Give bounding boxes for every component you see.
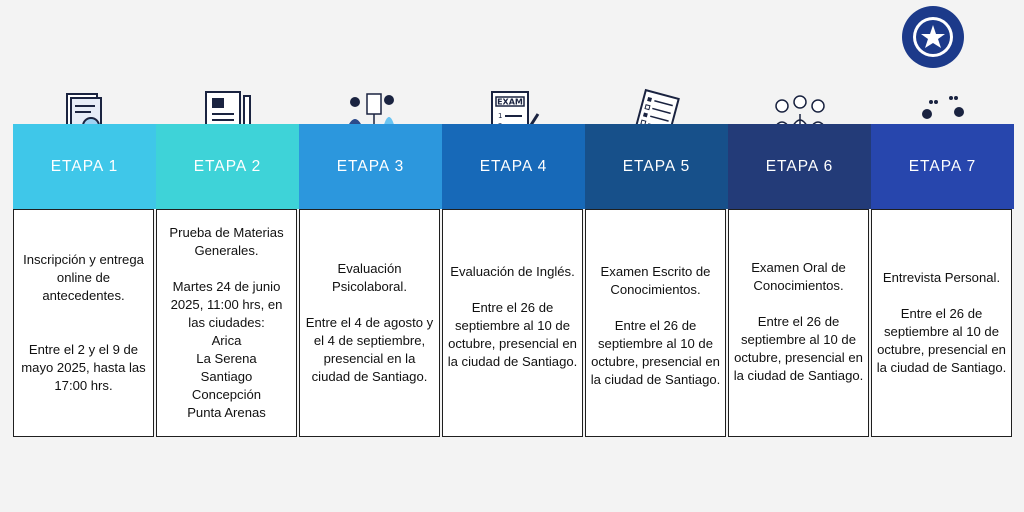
desc-line: octubre, presencial en xyxy=(448,336,577,351)
stage-3 xyxy=(299,0,442,512)
desc-line: Concepción xyxy=(191,387,262,402)
stage-header xyxy=(156,124,299,209)
desc-line: Entre el 26 de xyxy=(757,314,840,329)
desc-line: la ciudad de Santiago. xyxy=(733,368,864,383)
desc-line: septiembre al 10 de xyxy=(740,332,856,347)
stage-1 xyxy=(13,0,156,512)
desc-line: septiembre al 10 de xyxy=(597,336,713,351)
stage-title: ETAPA 4 xyxy=(479,157,548,175)
desc-line: La Serena xyxy=(196,351,257,366)
desc-line: Entre el 26 de xyxy=(900,306,983,321)
desc-line: octubre, presencial en xyxy=(734,350,863,365)
stage-description xyxy=(156,209,297,437)
desc-line: Conocimientos. xyxy=(610,282,701,297)
desc-line: septiembre al 10 de xyxy=(883,324,999,339)
desc-line: la ciudad de Santiago. xyxy=(876,360,1007,375)
stage-description xyxy=(13,209,154,437)
stage-header xyxy=(728,124,871,209)
svg-text:1: 1 xyxy=(497,112,502,120)
stage-header xyxy=(871,124,1014,209)
stage-4 xyxy=(442,0,585,512)
desc-line: 17:00 hrs. xyxy=(54,378,113,393)
desc-line: presencial en la xyxy=(323,351,416,366)
stage-title: ETAPA 2 xyxy=(193,157,262,175)
desc-line: Examen Oral de xyxy=(751,260,846,275)
desc-line: antecedentes. xyxy=(42,288,125,303)
stage-header xyxy=(299,124,442,209)
desc-line: Entre el 2 y el 9 de xyxy=(28,342,139,357)
stage-5 xyxy=(585,0,728,512)
desc-line: Evaluación de Inglés. xyxy=(450,264,575,279)
stage-description xyxy=(585,209,726,437)
desc-line: Inscripción y entrega xyxy=(23,252,144,267)
desc-line: las ciudades: xyxy=(188,315,265,330)
desc-line: mayo 2025, hasta las xyxy=(21,360,146,375)
stage-title: ETAPA 6 xyxy=(765,157,834,175)
desc-line: el 4 de septiembre, xyxy=(313,333,426,348)
desc-line: Santiago xyxy=(200,369,253,384)
desc-line: Martes 24 de junio xyxy=(172,279,281,294)
stage-title: ETAPA 7 xyxy=(908,157,977,175)
desc-line: Entre el 4 de agosto y xyxy=(305,315,434,330)
stage-2 xyxy=(156,0,299,512)
desc-line: Evaluación xyxy=(337,261,402,276)
svg-text:EXAM: EXAM xyxy=(496,97,523,107)
stage-description xyxy=(442,209,583,437)
desc-line: octubre, presencial en xyxy=(877,342,1006,357)
stage-header xyxy=(585,124,728,209)
desc-line: Psicolaboral. xyxy=(332,279,407,294)
desc-line: 2025, 11:00 hrs, en xyxy=(170,297,283,312)
stage-title: ETAPA 1 xyxy=(50,157,119,175)
desc-line: Entre el 26 de xyxy=(614,318,697,333)
desc-line: Conocimientos. xyxy=(753,278,844,293)
desc-line: Arica xyxy=(211,333,242,348)
stage-header xyxy=(442,124,585,209)
desc-line: Entre el 26 de xyxy=(471,300,554,315)
desc-line: online de xyxy=(56,270,111,285)
desc-line: Entrevista Personal. xyxy=(882,270,1001,285)
stage-7 xyxy=(871,0,1014,512)
stage-title: ETAPA 3 xyxy=(336,157,405,175)
stage-6 xyxy=(728,0,871,512)
stage-description xyxy=(728,209,869,437)
desc-line: Examen Escrito de xyxy=(600,264,711,279)
stage-title: ETAPA 5 xyxy=(622,157,691,175)
desc-line: Prueba de Materias xyxy=(169,225,284,240)
desc-line: la ciudad de Santiago. xyxy=(590,372,721,387)
desc-line: Punta Arenas xyxy=(187,405,266,420)
desc-line: ciudad de Santiago. xyxy=(311,369,428,384)
desc-line: septiembre al 10 de xyxy=(454,318,570,333)
desc-line: octubre, presencial en xyxy=(591,354,720,369)
stage-description xyxy=(871,209,1012,437)
stage-description xyxy=(299,209,440,437)
desc-line: la ciudad de Santiago. xyxy=(447,354,578,369)
desc-line: Generales. xyxy=(194,243,259,258)
stage-header xyxy=(13,124,156,209)
